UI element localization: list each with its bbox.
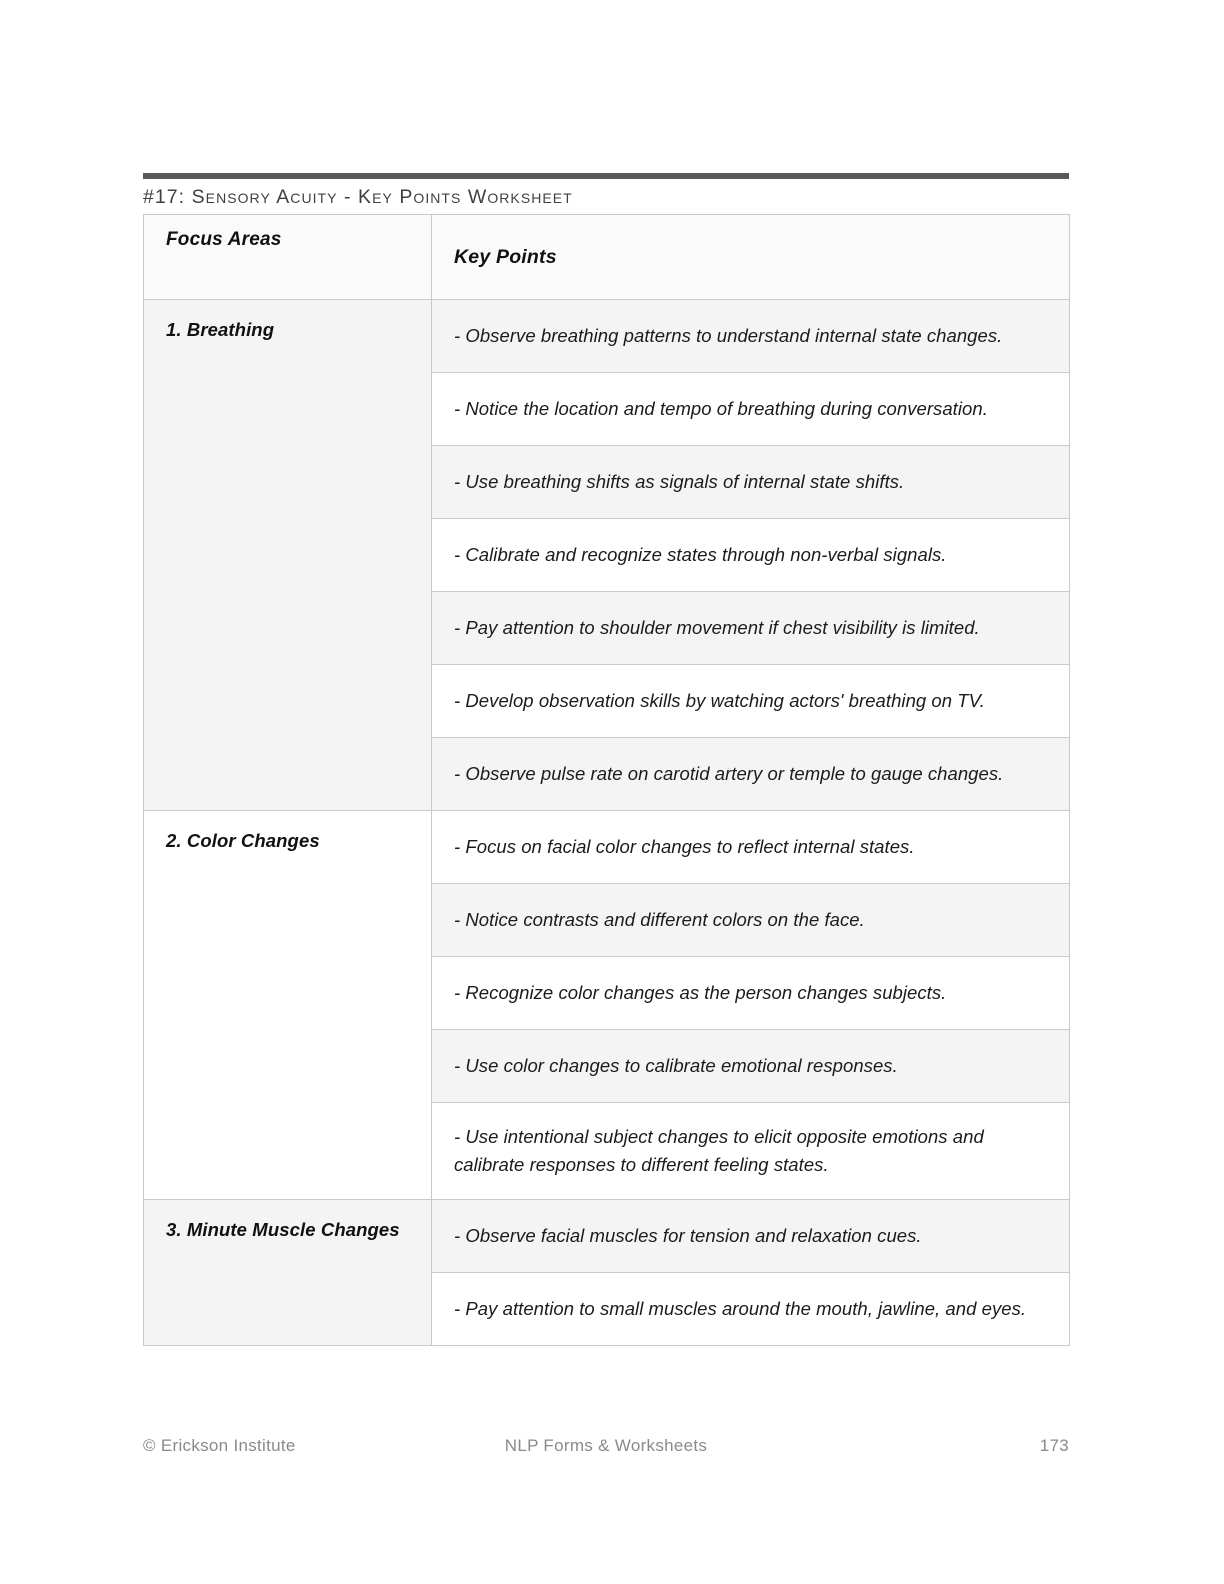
table-row xyxy=(144,1200,1070,1273)
table-row xyxy=(144,811,1070,884)
focus-area-cell-breathing xyxy=(144,300,432,811)
key-point-text: - Observe facial muscles for tension and relaxation cues. xyxy=(454,1224,922,1246)
key-point-text: - Focus on facial color changes to reflect internal states. xyxy=(454,835,915,857)
key-point-text: - Pay attention to small muscles around the mouth, jawline, and eyes. xyxy=(454,1297,1027,1319)
key-point-cell xyxy=(432,1273,1070,1346)
column-header-focus-areas: Focus Areas xyxy=(166,229,282,250)
table-header-row xyxy=(144,215,1070,300)
key-point-text: - Observe breathing patterns to understand internal state changes. xyxy=(454,324,1003,346)
key-point-cell xyxy=(432,519,1070,592)
key-point-cell xyxy=(432,957,1070,1030)
key-point-text: - Use intentional subject changes to elicit opposite emotions and calibrate responses to different feeling states. xyxy=(454,1125,984,1175)
focus-area-label: 1. Breathing xyxy=(166,319,275,340)
page-footer xyxy=(143,1436,1069,1462)
key-point-cell xyxy=(432,1200,1070,1273)
focus-area-label: 3. Minute Muscle Changes xyxy=(166,1219,400,1240)
key-point-cell xyxy=(432,884,1070,957)
key-point-cell xyxy=(432,373,1070,446)
page-title: #17: Sensory Acuity - Key Points Worksheet xyxy=(143,186,573,208)
footer-copyright: © Erickson Institute xyxy=(143,1436,296,1455)
key-point-text: - Calibrate and recognize states through non-verbal signals. xyxy=(454,543,947,565)
key-point-cell xyxy=(432,738,1070,811)
focus-area-label: 2. Color Changes xyxy=(166,830,320,851)
key-point-text: - Recognize color changes as the person changes subjects. xyxy=(454,981,947,1003)
key-point-cell xyxy=(432,446,1070,519)
key-point-cell xyxy=(432,811,1070,884)
key-point-text: - Use breathing shifts as signals of internal state shifts. xyxy=(454,470,905,492)
key-point-cell xyxy=(432,1103,1070,1200)
key-point-cell xyxy=(432,1030,1070,1103)
key-point-text: - Develop observation skills by watching actors' breathing on TV. xyxy=(454,689,985,711)
header-cell-key-points xyxy=(432,215,1070,300)
key-point-text: - Use color changes to calibrate emotional responses. xyxy=(454,1054,898,1076)
footer-document-name: NLP Forms & Worksheets xyxy=(504,1436,708,1455)
focus-area-cell-color-changes xyxy=(144,811,432,1200)
worksheet-table-container xyxy=(143,214,1069,1346)
table-row xyxy=(144,300,1070,373)
key-point-cell xyxy=(432,665,1070,738)
key-point-cell xyxy=(432,592,1070,665)
header-cell-focus-areas xyxy=(144,215,432,300)
key-point-text: - Pay attention to shoulder movement if chest visibility is limited. xyxy=(454,616,980,638)
key-point-text: - Notice the location and tempo of breathing during conversation. xyxy=(454,397,988,419)
focus-area-cell-minute-muscle-changes xyxy=(144,1200,432,1346)
footer-page-number: 173 xyxy=(1039,1436,1069,1455)
key-point-text: - Notice contrasts and different colors on the face. xyxy=(454,908,865,930)
key-point-text: - Observe pulse rate on carotid artery or temple to gauge changes. xyxy=(454,762,1004,784)
key-point-cell xyxy=(432,300,1070,373)
header-rule xyxy=(143,173,1069,179)
column-header-key-points: Key Points xyxy=(454,245,557,268)
key-points-table xyxy=(143,214,1070,1346)
